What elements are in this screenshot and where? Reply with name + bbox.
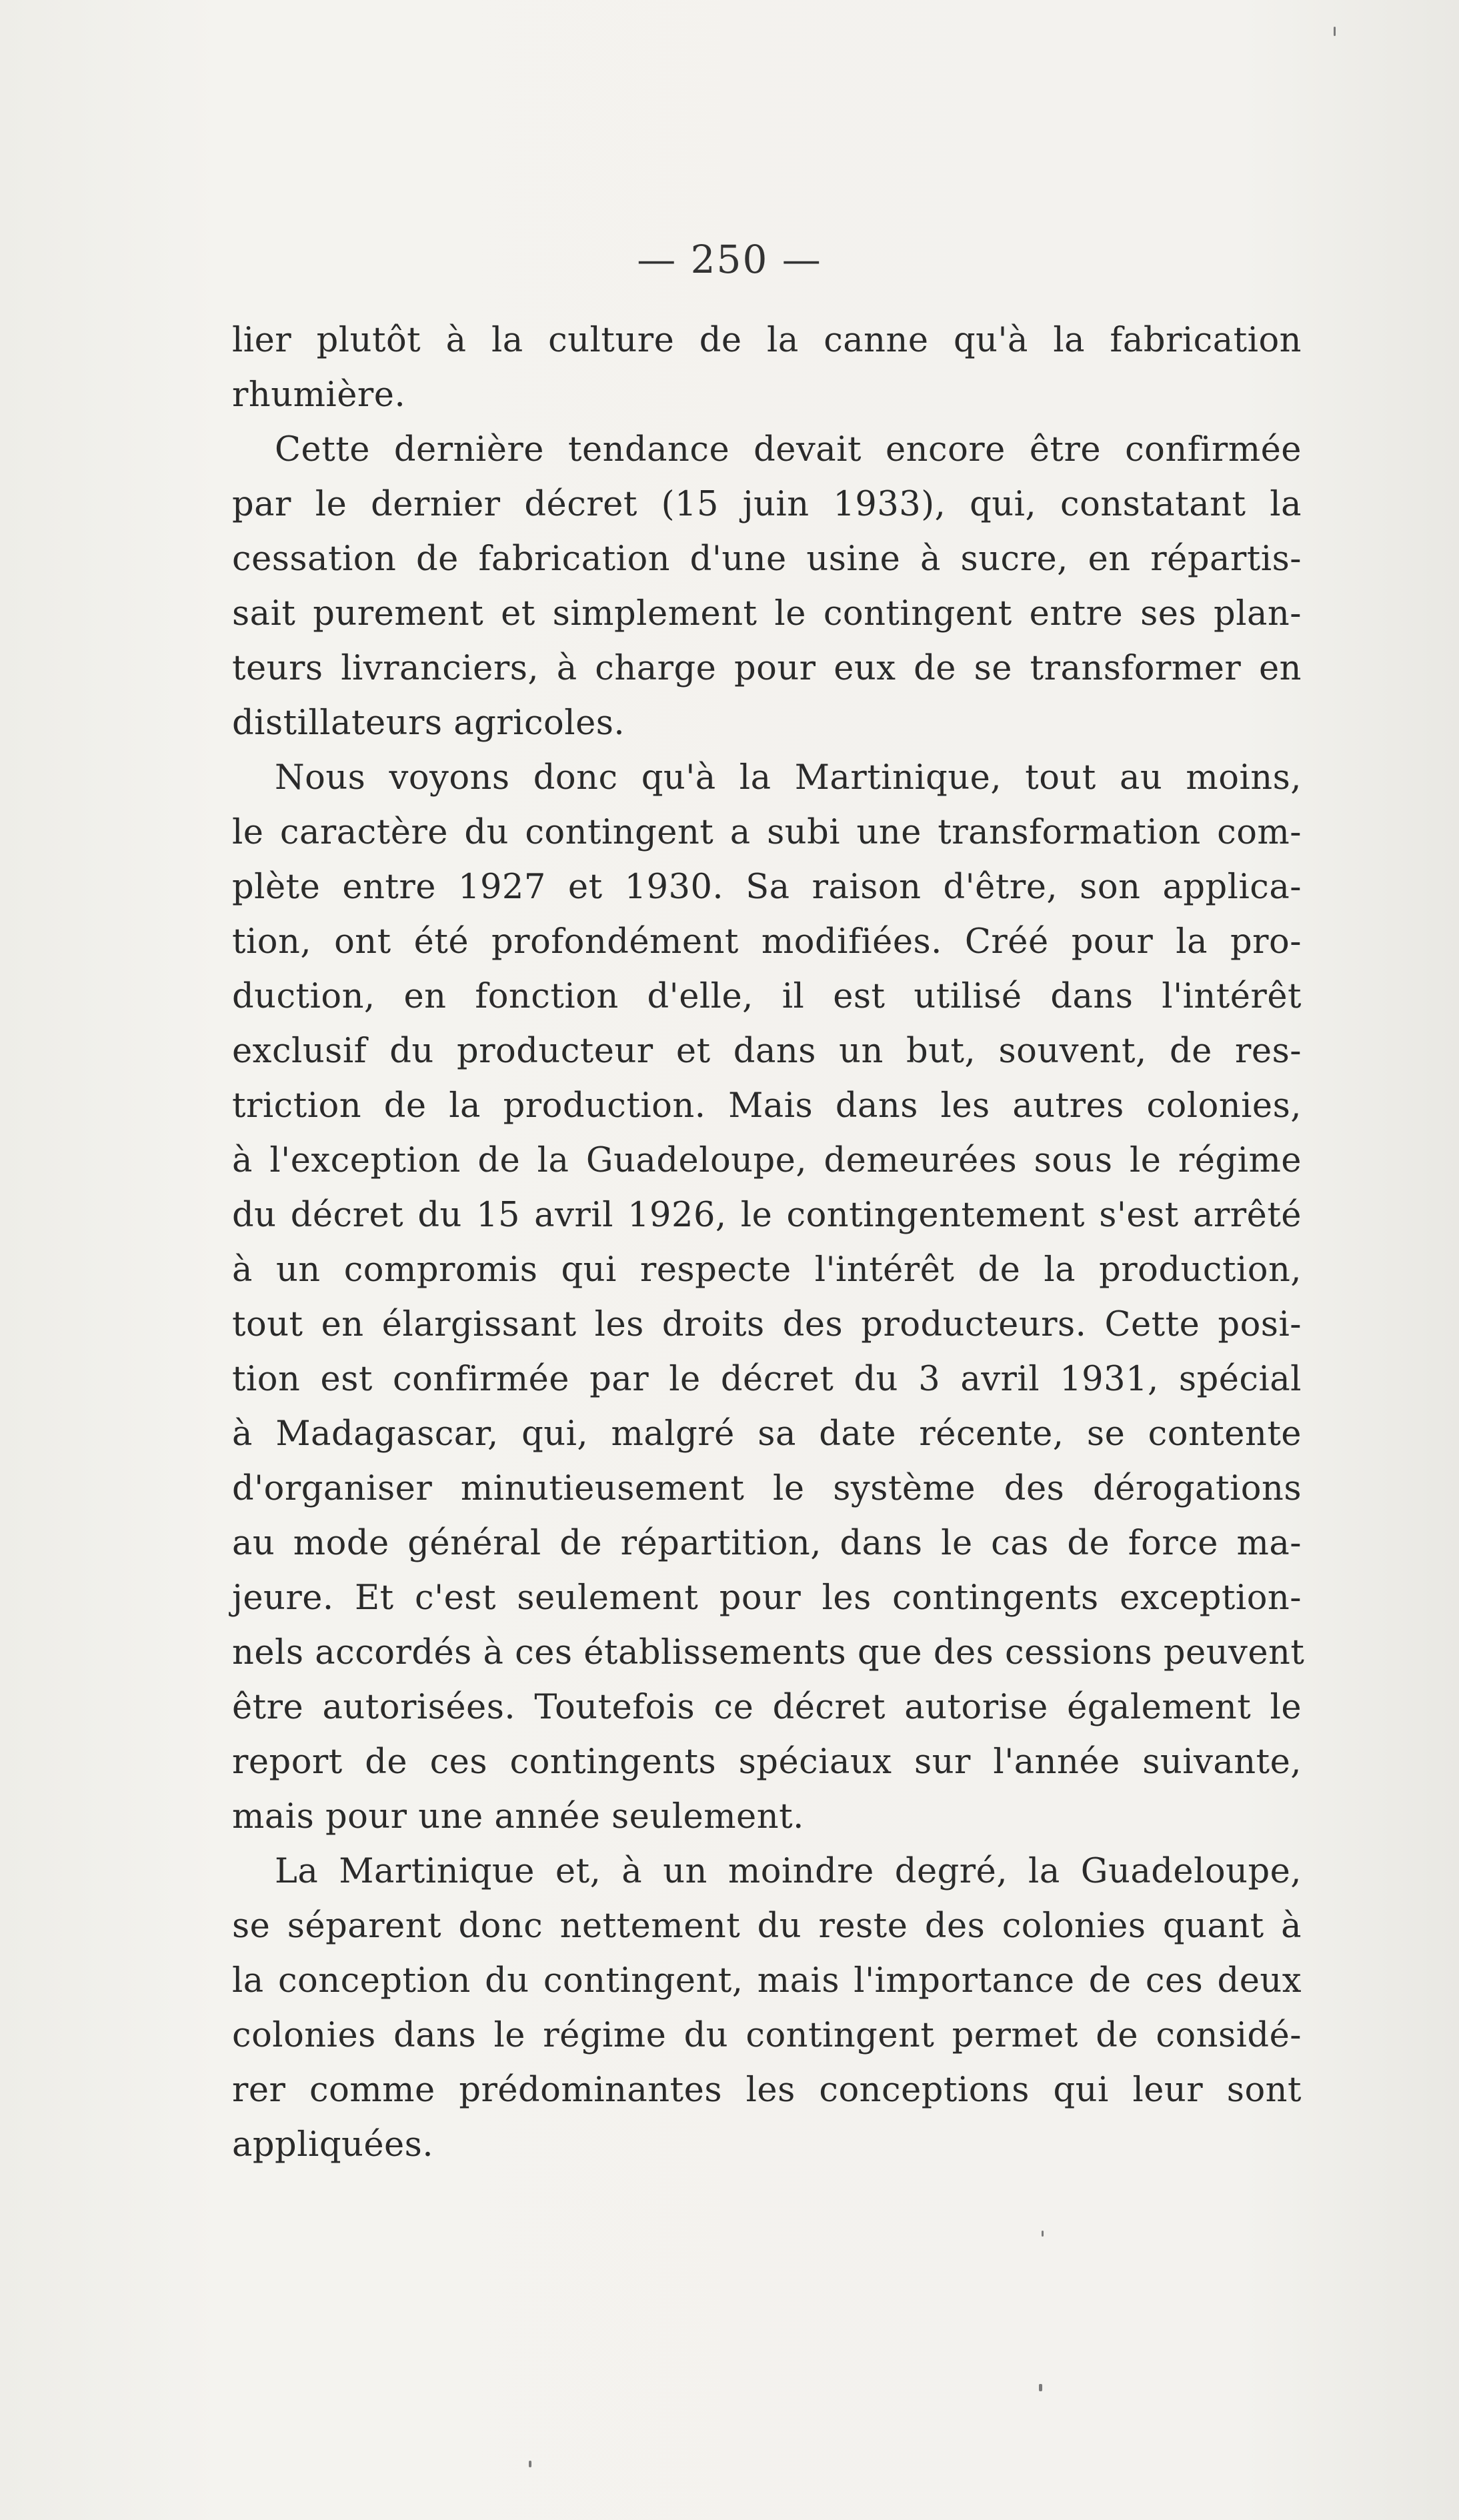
text-line: jeure. Et c'est seulement pour les contingents exception- <box>232 1578 1302 1618</box>
text-line: rer comme prédominantes les conceptions qui leur sont <box>232 2071 1302 2110</box>
text-line: nels accordés à ces établissements que des cessions peuvent <box>232 1633 1305 1672</box>
text-line: sait purement et simplement le contingent entre ses plan- <box>232 594 1302 634</box>
paper-speck <box>529 2461 531 2467</box>
paper-speck <box>1042 2231 1044 2237</box>
text-line: report de ces contingents spéciaux sur l'année suivante, <box>232 1742 1302 1782</box>
text-line: Cette dernière tendance devait encore être confirmée <box>275 430 1302 469</box>
body-text <box>232 313 1305 2173</box>
text-line: cessation de fabrication d'une usine à sucre, en répartis- <box>232 539 1302 579</box>
page-number: — 250 — <box>637 237 822 282</box>
text-line: se séparent donc nettement du reste des colonies quant à <box>232 1907 1302 1946</box>
text-line: duction, en fonction d'elle, il est utilisé dans l'intérêt <box>232 977 1302 1016</box>
text-line: mais pour une année seulement. <box>232 1797 804 1836</box>
text-line: à l'exception de la Guadeloupe, demeurées sous le régime <box>232 1141 1302 1180</box>
text-line: par le dernier décret (15 juin 1933), qui, constatant la <box>232 485 1302 524</box>
text-line: exclusif du producteur et dans un but, souvent, de res- <box>232 1032 1302 1071</box>
text-line: à un compromis qui respecte l'intérêt de la production, <box>232 1250 1302 1290</box>
text-line: d'organiser minutieusement le système des dérogations <box>232 1469 1302 1508</box>
text-line: à Madagascar, qui, malgré sa date récente, se contente <box>232 1414 1302 1454</box>
text-line: tout en élargissant les droits des producteurs. Cette posi- <box>232 1305 1302 1344</box>
text-line: lier plutôt à la culture de la canne qu'à la fabrication <box>232 321 1302 360</box>
text-line: le caractère du contingent a subi une transformation com- <box>232 813 1302 852</box>
text-line: appliquées. <box>232 2125 434 2165</box>
text-line: plète entre 1927 et 1930. Sa raison d'être, son applica- <box>232 868 1302 907</box>
text-line: colonies dans le régime du contingent permet de considé- <box>232 2016 1302 2055</box>
text-line: être autorisées. Toutefois ce décret autorise également le <box>232 1688 1302 1727</box>
paper-speck <box>1334 27 1336 36</box>
text-line: teurs livranciers, à charge pour eux de se transformer en <box>232 649 1302 688</box>
text-line: La Martinique et, à un moindre degré, la Guadeloupe, <box>275 1852 1302 1891</box>
text-line: du décret du 15 avril 1926, le contingentement s'est arrêté <box>232 1196 1302 1235</box>
text-line: au mode général de répartition, dans le cas de force ma- <box>232 1524 1302 1563</box>
text-line: tion est confirmée par le décret du 3 avril 1931, spécial <box>232 1360 1302 1399</box>
text-line: tion, ont été profondément modifiées. Créé pour la pro- <box>232 922 1302 962</box>
text-line: rhumière. <box>232 375 406 415</box>
text-line: Nous voyons donc qu'à la Martinique, tout au moins, <box>275 758 1302 798</box>
text-line: triction de la production. Mais dans les autres colonies, <box>232 1086 1302 1126</box>
text-line: la conception du contingent, mais l'importance de ces deux <box>232 1961 1302 2001</box>
paper-speck <box>1039 2384 1042 2391</box>
text-line: distillateurs agricoles. <box>232 704 625 743</box>
